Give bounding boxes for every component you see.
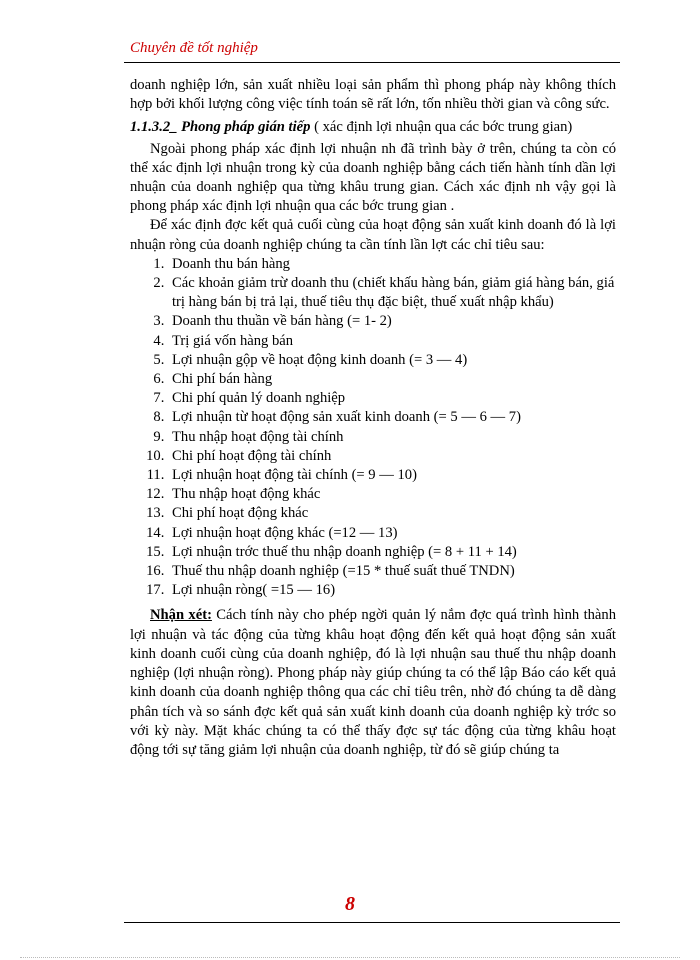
list-item: 17. Lợi nhuận ròng( =15 — 16)	[168, 581, 616, 600]
list-item: 4. Trị giá vốn hàng bán	[168, 332, 616, 351]
paragraph-remark	[130, 606, 616, 760]
document-header-title: Chuyên đề tốt nghiệp	[130, 40, 258, 56]
page-number: 8	[345, 893, 355, 915]
list-item: 14. Lợi nhuận hoạt động khác (=12 — 13)	[168, 524, 616, 543]
list-item: 6. Chi phí bán hàng	[168, 370, 616, 389]
list-item: 10. Chi phí hoạt động tài chính	[168, 447, 616, 466]
page-boundary	[20, 957, 680, 958]
header-rule	[124, 62, 620, 63]
section-heading	[130, 118, 616, 137]
paragraph-criteria: Để xác định đợc kết quả cuối cùng của hoạt động sản xuất kinh doanh đó là lợi nhuận ròng của doanh nghiệp chúng ta cần tính lần lợt các chỉ tiêu sau:	[130, 217, 616, 253]
list-item: 13. Chi phí hoạt động khác	[168, 504, 616, 523]
section-number: 1.1.3.2_	[130, 119, 178, 136]
list-item: 11. Lợi nhuận hoạt động tài chính (= 9 — 10)	[168, 466, 616, 485]
remark-label: Nhận xét:	[150, 607, 212, 624]
list-item: 3. Doanh thu thuần về bán hàng (= 1- 2)	[168, 312, 616, 331]
list-item: 16. Thuế thu nhập doanh nghiệp (=15 * thuế suất thuế TNDN)	[168, 562, 616, 581]
section-subtitle: ( xác định lợi nhuận qua các bớc trung gian)	[310, 119, 573, 136]
footer-rule	[124, 922, 620, 923]
page-content	[130, 76, 616, 760]
paragraph-intro: Ngoài phong pháp xác định lợi nhuận nh đã trình bày ở trên, chúng ta còn có thể xác định lợi nhuận trong kỳ của doanh nghiệp bằng cách tiến hành tính dần lợi nhuận của doanh nghiệp qua từng khâu trung gian. Cách xác định nh vậy gọi là phong pháp xác định lợi nhuận qua các bớc trung gian .	[130, 140, 616, 215]
paragraph-continuation: doanh nghiệp lớn, sản xuất nhiều loại sản phẩm thì phong pháp này không thích hợp bởi khối lượng công việc tính toán sẽ rất lớn, tốn nhiều thời gian và công sức.	[130, 77, 616, 113]
list-item: 8. Lợi nhuận từ hoạt động sản xuất kinh doanh (= 5 — 6 — 7)	[168, 408, 616, 427]
list-item: 15. Lợi nhuận trớc thuế thu nhập doanh nghiệp (= 8 + 11 + 14)	[168, 543, 616, 562]
remark-text: Cách tính này cho phép ngời quản lý nắm đợc quá trình hình thành lợi nhuận và tác động của từng khâu hoạt động đến kết quả hoạt động sản xuất kinh doanh cuối cùng của doanh nghiệp, đó là lợi nhuận sau thuế thu nhập doanh nghiệp (lợi nhuận ròng). Phong pháp này giúp chúng ta có thể lập Báo cáo kết quả kinh doanh của doanh nghiệp thông qua các chỉ tiêu trên, nhờ đó chúng ta dễ dàng phân tích và so sánh đợc kết quả sản xuất kinh doanh của doanh nghiệp kỳ trớc so với kỳ này. Mặt khác chúng ta có thể thấy đợc sự tác động của từng khâu hoạt động tới sự tăng giảm lợi nhuận của doanh nghiệp, từ đó sẽ giúp chúng ta	[130, 607, 616, 758]
list-item: 1. Doanh thu bán hàng	[168, 255, 616, 274]
section-title: Phong pháp gián tiếp	[177, 119, 311, 136]
criteria-list	[130, 255, 616, 601]
list-item: 7. Chi phí quản lý doanh nghiệp	[168, 389, 616, 408]
list-item: 12. Thu nhập hoạt động khác	[168, 485, 616, 504]
list-item: 2. Các khoản giảm trừ doanh thu (chiết khấu hàng bán, giảm giá hàng bán, giá trị hàng bán bị trả lại, thuế tiêu thụ đặc biệt, thuế xuất nhập khẩu)	[168, 274, 616, 312]
list-item: 9. Thu nhập hoạt động tài chính	[168, 428, 616, 447]
list-item: 5. Lợi nhuận gộp về hoạt động kinh doanh (= 3 — 4)	[168, 351, 616, 370]
